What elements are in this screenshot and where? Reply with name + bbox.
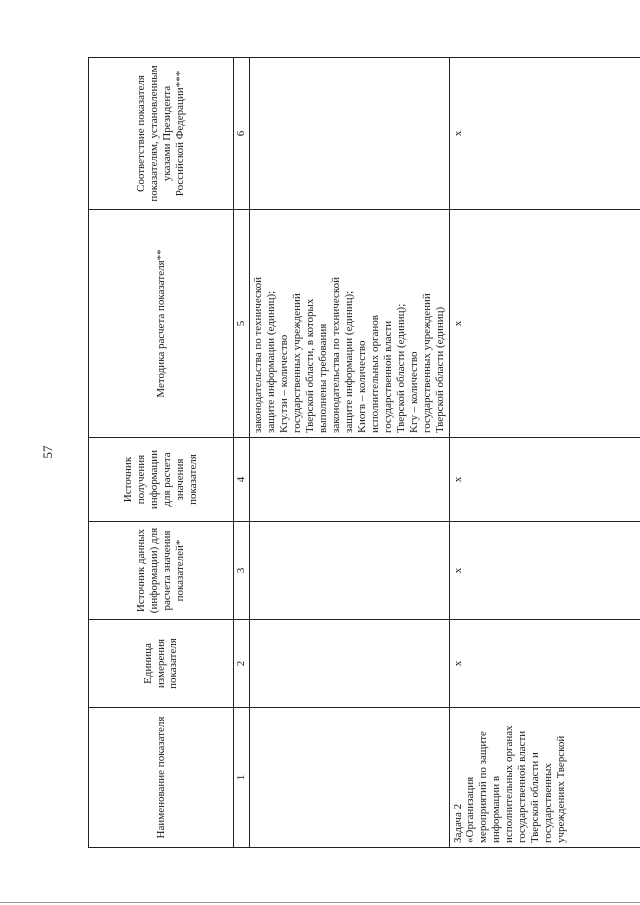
methodology-line: исполнительных органов — [368, 315, 381, 433]
scan-edge-line — [0, 902, 640, 903]
cont-methodology-cell — [249, 210, 449, 438]
column-number-row — [234, 58, 250, 848]
methodology-line: Тверской области (единиц) — [433, 306, 446, 433]
header-unit: Единица измерения показателя — [89, 620, 234, 708]
task2-row — [449, 58, 640, 848]
methodology-line: защите информации (единиц); — [264, 290, 277, 433]
methodology-line: законодательства по технической — [329, 276, 342, 433]
column-number: 4 — [234, 438, 250, 522]
task2-name-line: учреждениях Тверской — [555, 735, 568, 843]
task2-name-line: Задача 2 — [451, 803, 464, 843]
methodology-line: Тверской области (единиц); — [394, 303, 407, 433]
task2-name-line: государственных — [542, 763, 555, 843]
table-header-row — [89, 58, 234, 848]
methodology-line: Kиогв – количество — [355, 340, 368, 433]
methodology-line: государственных учреждений — [290, 293, 303, 433]
cont-unit-cell — [249, 620, 449, 708]
methodology-line: Kгу.тзи – количество — [277, 334, 290, 433]
column-number: 1 — [234, 708, 250, 848]
task2-name-line: информации в — [490, 775, 503, 843]
column-number: 2 — [234, 620, 250, 708]
task2-name-line: Тверской области и — [529, 752, 542, 843]
task2-name-line: государственной власти — [516, 730, 529, 843]
task2-data-source: х — [449, 522, 640, 620]
task2-unit: х — [449, 620, 640, 708]
column-number: 6 — [234, 58, 250, 210]
task2-name-line: исполнительных органах — [503, 725, 516, 843]
task2-methodology: х — [449, 210, 640, 438]
header-indicator-name: Наименование показателя — [89, 708, 234, 848]
task2-name-line: мероприятий по защите — [477, 731, 490, 843]
cont-compliance-cell — [249, 58, 449, 210]
cont-info-source-cell — [249, 438, 449, 522]
task2-info-source: х — [449, 438, 640, 522]
header-data-source: Источник данных (информации) для расчета значения показателей* — [89, 522, 234, 620]
header-compliance: Соответствие показателя показателям, установленным указами Президента Российской Федерации*** — [89, 58, 234, 210]
task2-compliance: х — [449, 58, 640, 210]
methodology-line: выполнены требования — [316, 323, 329, 433]
column-number: 5 — [234, 210, 250, 438]
methodology-line: Kгу – количество — [407, 351, 420, 433]
indicators-table — [88, 57, 640, 848]
cont-data-source-cell — [249, 522, 449, 620]
rotated-table-container — [88, 58, 613, 848]
task2-name-line: «Организация — [464, 776, 477, 843]
cont-name-cell — [249, 708, 449, 848]
methodology-line: защите информации (единиц); — [342, 290, 355, 433]
column-number: 3 — [234, 522, 250, 620]
continuation-row — [249, 58, 449, 848]
task2-name-cell — [449, 708, 640, 848]
methodology-line: законодательства по технической — [251, 276, 264, 433]
methodology-line: государственных учреждений — [420, 293, 433, 433]
header-info-source: Источник получения информации для расчета значения показателя — [89, 438, 234, 522]
methodology-line: Тверской области, в которых — [303, 298, 316, 433]
page-number: 57 — [40, 445, 55, 459]
methodology-line: государственной власти — [381, 320, 394, 433]
header-methodology: Методика расчета показателя** — [89, 210, 234, 438]
